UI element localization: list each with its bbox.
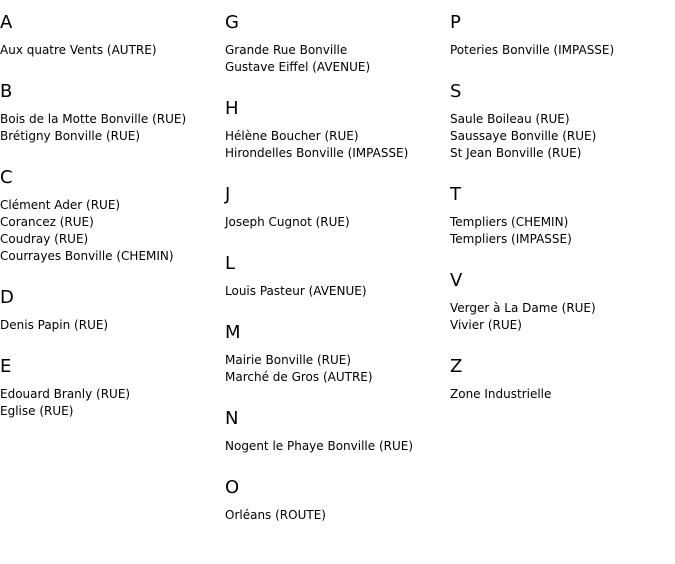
street-list: [0, 42, 220, 59]
letter-heading: D: [0, 287, 14, 308]
street-link[interactable]: Hélène Boucher (RUE): [225, 129, 359, 143]
street-link[interactable]: Saule Boileau (RUE): [450, 112, 570, 126]
street-list: [450, 42, 670, 59]
letter-group: [0, 81, 220, 145]
letter-group: [0, 287, 220, 334]
street-link[interactable]: Hirondelles Bonville (IMPASSE): [225, 146, 409, 160]
letter-group: [225, 184, 445, 231]
street-link[interactable]: Grande Rue Bonville: [225, 43, 348, 57]
street-list: [0, 386, 220, 420]
street-link[interactable]: Saussaye Bonville (RUE): [450, 129, 597, 143]
street-link[interactable]: Corancez (RUE): [0, 215, 94, 229]
letter-group: [450, 356, 670, 403]
street-list: [225, 438, 445, 455]
letter-heading: M: [225, 322, 241, 343]
letter-heading: Z: [450, 356, 463, 377]
letter-heading: T: [450, 184, 461, 205]
street-link[interactable]: Mairie Bonville (RUE): [225, 353, 352, 367]
street-link[interactable]: Joseph Cugnot (RUE): [225, 215, 350, 229]
letter-group: [225, 98, 445, 162]
street-link[interactable]: Aux quatre Vents (AUTRE): [0, 43, 157, 57]
letter-group: [450, 270, 670, 334]
street-link[interactable]: Nogent le Phaye Bonville (RUE): [225, 439, 414, 453]
street-link[interactable]: Brétigny Bonville (RUE): [0, 129, 141, 143]
letter-group: [225, 12, 445, 76]
street-list: [0, 317, 220, 334]
letter-group: [225, 408, 445, 455]
letter-group: [225, 253, 445, 300]
street-link[interactable]: Edouard Branly (RUE): [0, 387, 131, 401]
letter-group: [225, 322, 445, 386]
street-link[interactable]: Verger à La Dame (RUE): [450, 301, 596, 315]
street-link[interactable]: St Jean Bonville (RUE): [450, 146, 582, 160]
letter-heading: J: [225, 184, 231, 205]
street-list: [225, 283, 445, 300]
letter-group: [450, 184, 670, 248]
street-list: [0, 111, 220, 145]
letter-heading: O: [225, 477, 240, 498]
letter-heading: G: [225, 12, 239, 33]
letter-heading: E: [0, 356, 12, 377]
street-link[interactable]: Orléans (ROUTE): [225, 508, 326, 522]
street-list: [225, 507, 445, 524]
letter-group: [450, 81, 670, 162]
street-link[interactable]: Louis Pasteur (AVENUE): [225, 284, 367, 298]
street-link[interactable]: Zone Industrielle: [450, 387, 552, 401]
letter-heading: V: [450, 270, 463, 291]
street-list: [450, 300, 670, 334]
street-link[interactable]: Poteries Bonville (IMPASSE): [450, 43, 615, 57]
street-link[interactable]: Denis Papin (RUE): [0, 318, 109, 332]
street-link[interactable]: Eglise (RUE): [0, 404, 74, 418]
street-link[interactable]: Courrayes Bonville (CHEMIN): [0, 249, 174, 263]
letter-group: [0, 356, 220, 420]
street-link[interactable]: Marché de Gros (AUTRE): [225, 370, 373, 384]
letter-heading: C: [0, 167, 13, 188]
street-list: [450, 386, 670, 403]
street-list: [0, 197, 220, 265]
letter-group: [0, 12, 220, 59]
street-link[interactable]: Templiers (CHEMIN): [450, 215, 569, 229]
letter-group: [225, 477, 445, 524]
letter-group: [450, 12, 670, 59]
column-3: [450, 12, 670, 425]
street-list: [225, 42, 445, 76]
letter-heading: P: [450, 12, 461, 33]
letter-heading: L: [225, 253, 236, 274]
letter-heading: N: [225, 408, 239, 429]
column-2: [225, 12, 445, 546]
letter-heading: H: [225, 98, 239, 119]
letter-heading: B: [0, 81, 13, 102]
street-link[interactable]: Vivier (RUE): [450, 318, 522, 332]
street-list: [225, 214, 445, 231]
letter-heading: A: [0, 12, 13, 33]
letter-group: [0, 167, 220, 265]
street-link[interactable]: Bois de la Motte Bonville (RUE): [0, 112, 187, 126]
street-link[interactable]: Coudray (RUE): [0, 232, 89, 246]
street-link[interactable]: Clément Ader (RUE): [0, 198, 121, 212]
street-link[interactable]: Templiers (IMPASSE): [450, 232, 572, 246]
street-link[interactable]: Gustave Eiffel (AVENUE): [225, 60, 371, 74]
street-list: [225, 352, 445, 386]
letter-heading: S: [450, 81, 462, 102]
street-list: [450, 111, 670, 162]
column-1: [0, 12, 220, 442]
street-list: [225, 128, 445, 162]
street-list: [450, 214, 670, 248]
